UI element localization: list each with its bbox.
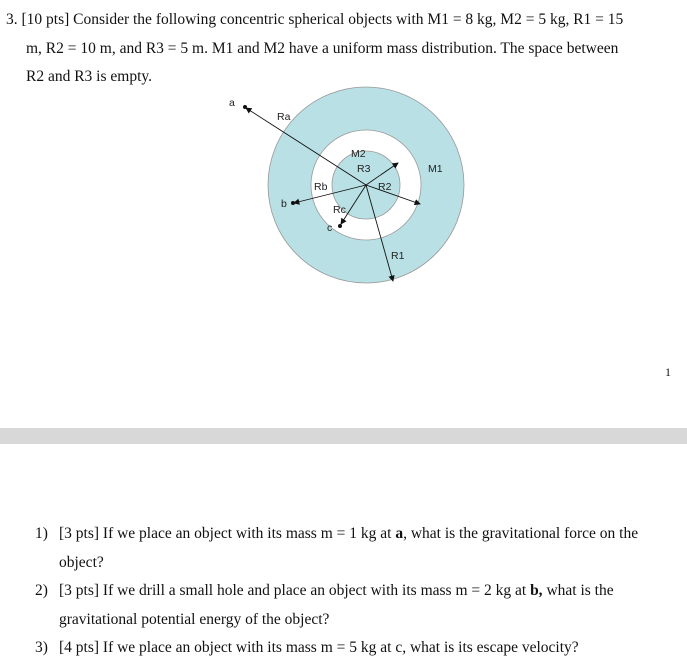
label-rc: Rc xyxy=(333,204,346,216)
question-2 xyxy=(35,577,675,634)
page-separator xyxy=(0,428,687,444)
question-text: [4 pts] If we place an object with its mass m = 5 kg at c, what is its escape velocity? xyxy=(59,639,579,656)
label-r2: R2 xyxy=(378,181,392,193)
question-number: 1) xyxy=(35,525,48,542)
label-rb: Rb xyxy=(314,181,328,193)
label-r1: R1 xyxy=(391,250,405,262)
question-number: 3) xyxy=(35,639,48,656)
problem-line-3: R2 and R3 is empty. xyxy=(26,68,153,85)
label-point-b: b xyxy=(281,198,287,210)
question-3 xyxy=(35,634,675,663)
question-text: [3 pts] If we drill a small hole and place an object with its mass m = 2 kg at b, what is the gravitational potential energy of the object? xyxy=(59,582,614,628)
question-number: 2) xyxy=(35,582,48,599)
question-text: [3 pts] If we place an object with its mass m = 1 kg at a, what is the gravitational force on the object? xyxy=(59,525,639,571)
point-c-dot xyxy=(338,224,342,228)
label-r3: R3 xyxy=(357,163,371,175)
label-point-c: c xyxy=(327,222,333,234)
label-m2: M2 xyxy=(351,148,366,160)
label-ra: Ra xyxy=(277,111,291,123)
point-b-dot xyxy=(291,201,295,205)
page-bottom xyxy=(0,444,687,662)
label-m1: M1 xyxy=(428,163,443,175)
point-a-dot xyxy=(243,105,247,109)
label-point-a: a xyxy=(229,97,235,109)
problem-line-2: m, R2 = 10 m, and R3 = 5 m. M1 and M2 have a uniform mass distribution. The space between xyxy=(26,39,619,57)
page-number: 1 xyxy=(665,365,671,379)
question-list xyxy=(35,520,675,663)
question-1 xyxy=(35,520,675,577)
problem-line-1: 3. [10 pts] Consider the following concentric spherical objects with M1 = 8 kg, M2 = 5 kg, R1 = 15 xyxy=(6,11,624,28)
